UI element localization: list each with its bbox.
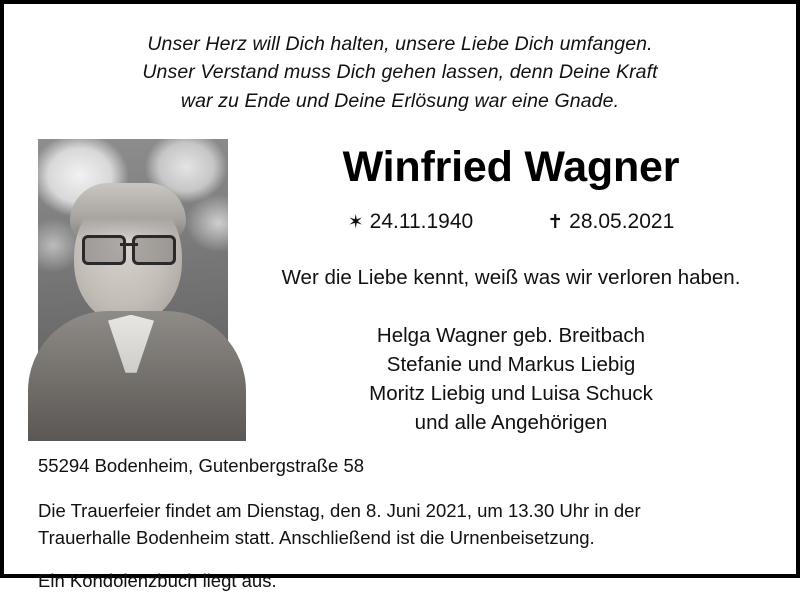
poem-line-3: war zu Ende und Deine Erlösung war eine Gnade.	[80, 87, 720, 115]
ceremony-line-2: Trauerhalle Bodenheim statt. Anschließend ist die Urnenbeisetzung.	[38, 527, 595, 548]
portrait-photo	[38, 139, 228, 419]
life-dates	[258, 210, 764, 234]
survivor-line: Stefanie und Markus Liebig	[258, 350, 764, 379]
cross-icon: ✝	[547, 212, 563, 233]
details-column	[228, 139, 764, 437]
glasses-icon	[82, 235, 176, 261]
death-date: 28.05.2021	[569, 210, 674, 233]
portrait-and-details	[36, 139, 764, 437]
survivor-line: Helga Wagner geb. Breitbach	[258, 321, 764, 350]
glasses-bridge-icon	[120, 243, 138, 246]
poem-line-2: Unser Verstand muss Dich gehen lassen, denn Deine Kraft	[80, 58, 720, 86]
birth-date: 24.11.1940	[370, 210, 474, 233]
address-line: 55294 Bodenheim, Gutenbergstraße 58	[38, 453, 764, 480]
ceremony-info	[38, 498, 738, 552]
memorial-subtitle: Wer die Liebe kennt, weiß was wir verloren haben.	[258, 264, 764, 293]
death-date-item	[547, 210, 674, 234]
survivor-line: Moritz Liebig und Luisa Schuck	[258, 379, 764, 408]
poem-line-1: Unser Herz will Dich halten, unsere Liebe Dich umfangen.	[80, 30, 720, 58]
poem-block	[80, 30, 720, 115]
star-icon: ✶	[348, 212, 364, 233]
ceremony-line-1: Die Trauerfeier findet am Dienstag, den 8. Juni 2021, um 13.30 Uhr in der	[38, 500, 641, 521]
birth-date-item	[348, 210, 473, 234]
survivors-list	[258, 321, 764, 437]
survivor-line: und alle Angehörigen	[258, 408, 764, 437]
obituary-inner	[4, 4, 796, 574]
condolence-note: Ein Kondolenzbuch liegt aus.	[38, 568, 764, 594]
photo-hair	[70, 183, 186, 241]
deceased-name: Winfried Wagner	[258, 145, 764, 190]
footer-details	[36, 453, 764, 594]
